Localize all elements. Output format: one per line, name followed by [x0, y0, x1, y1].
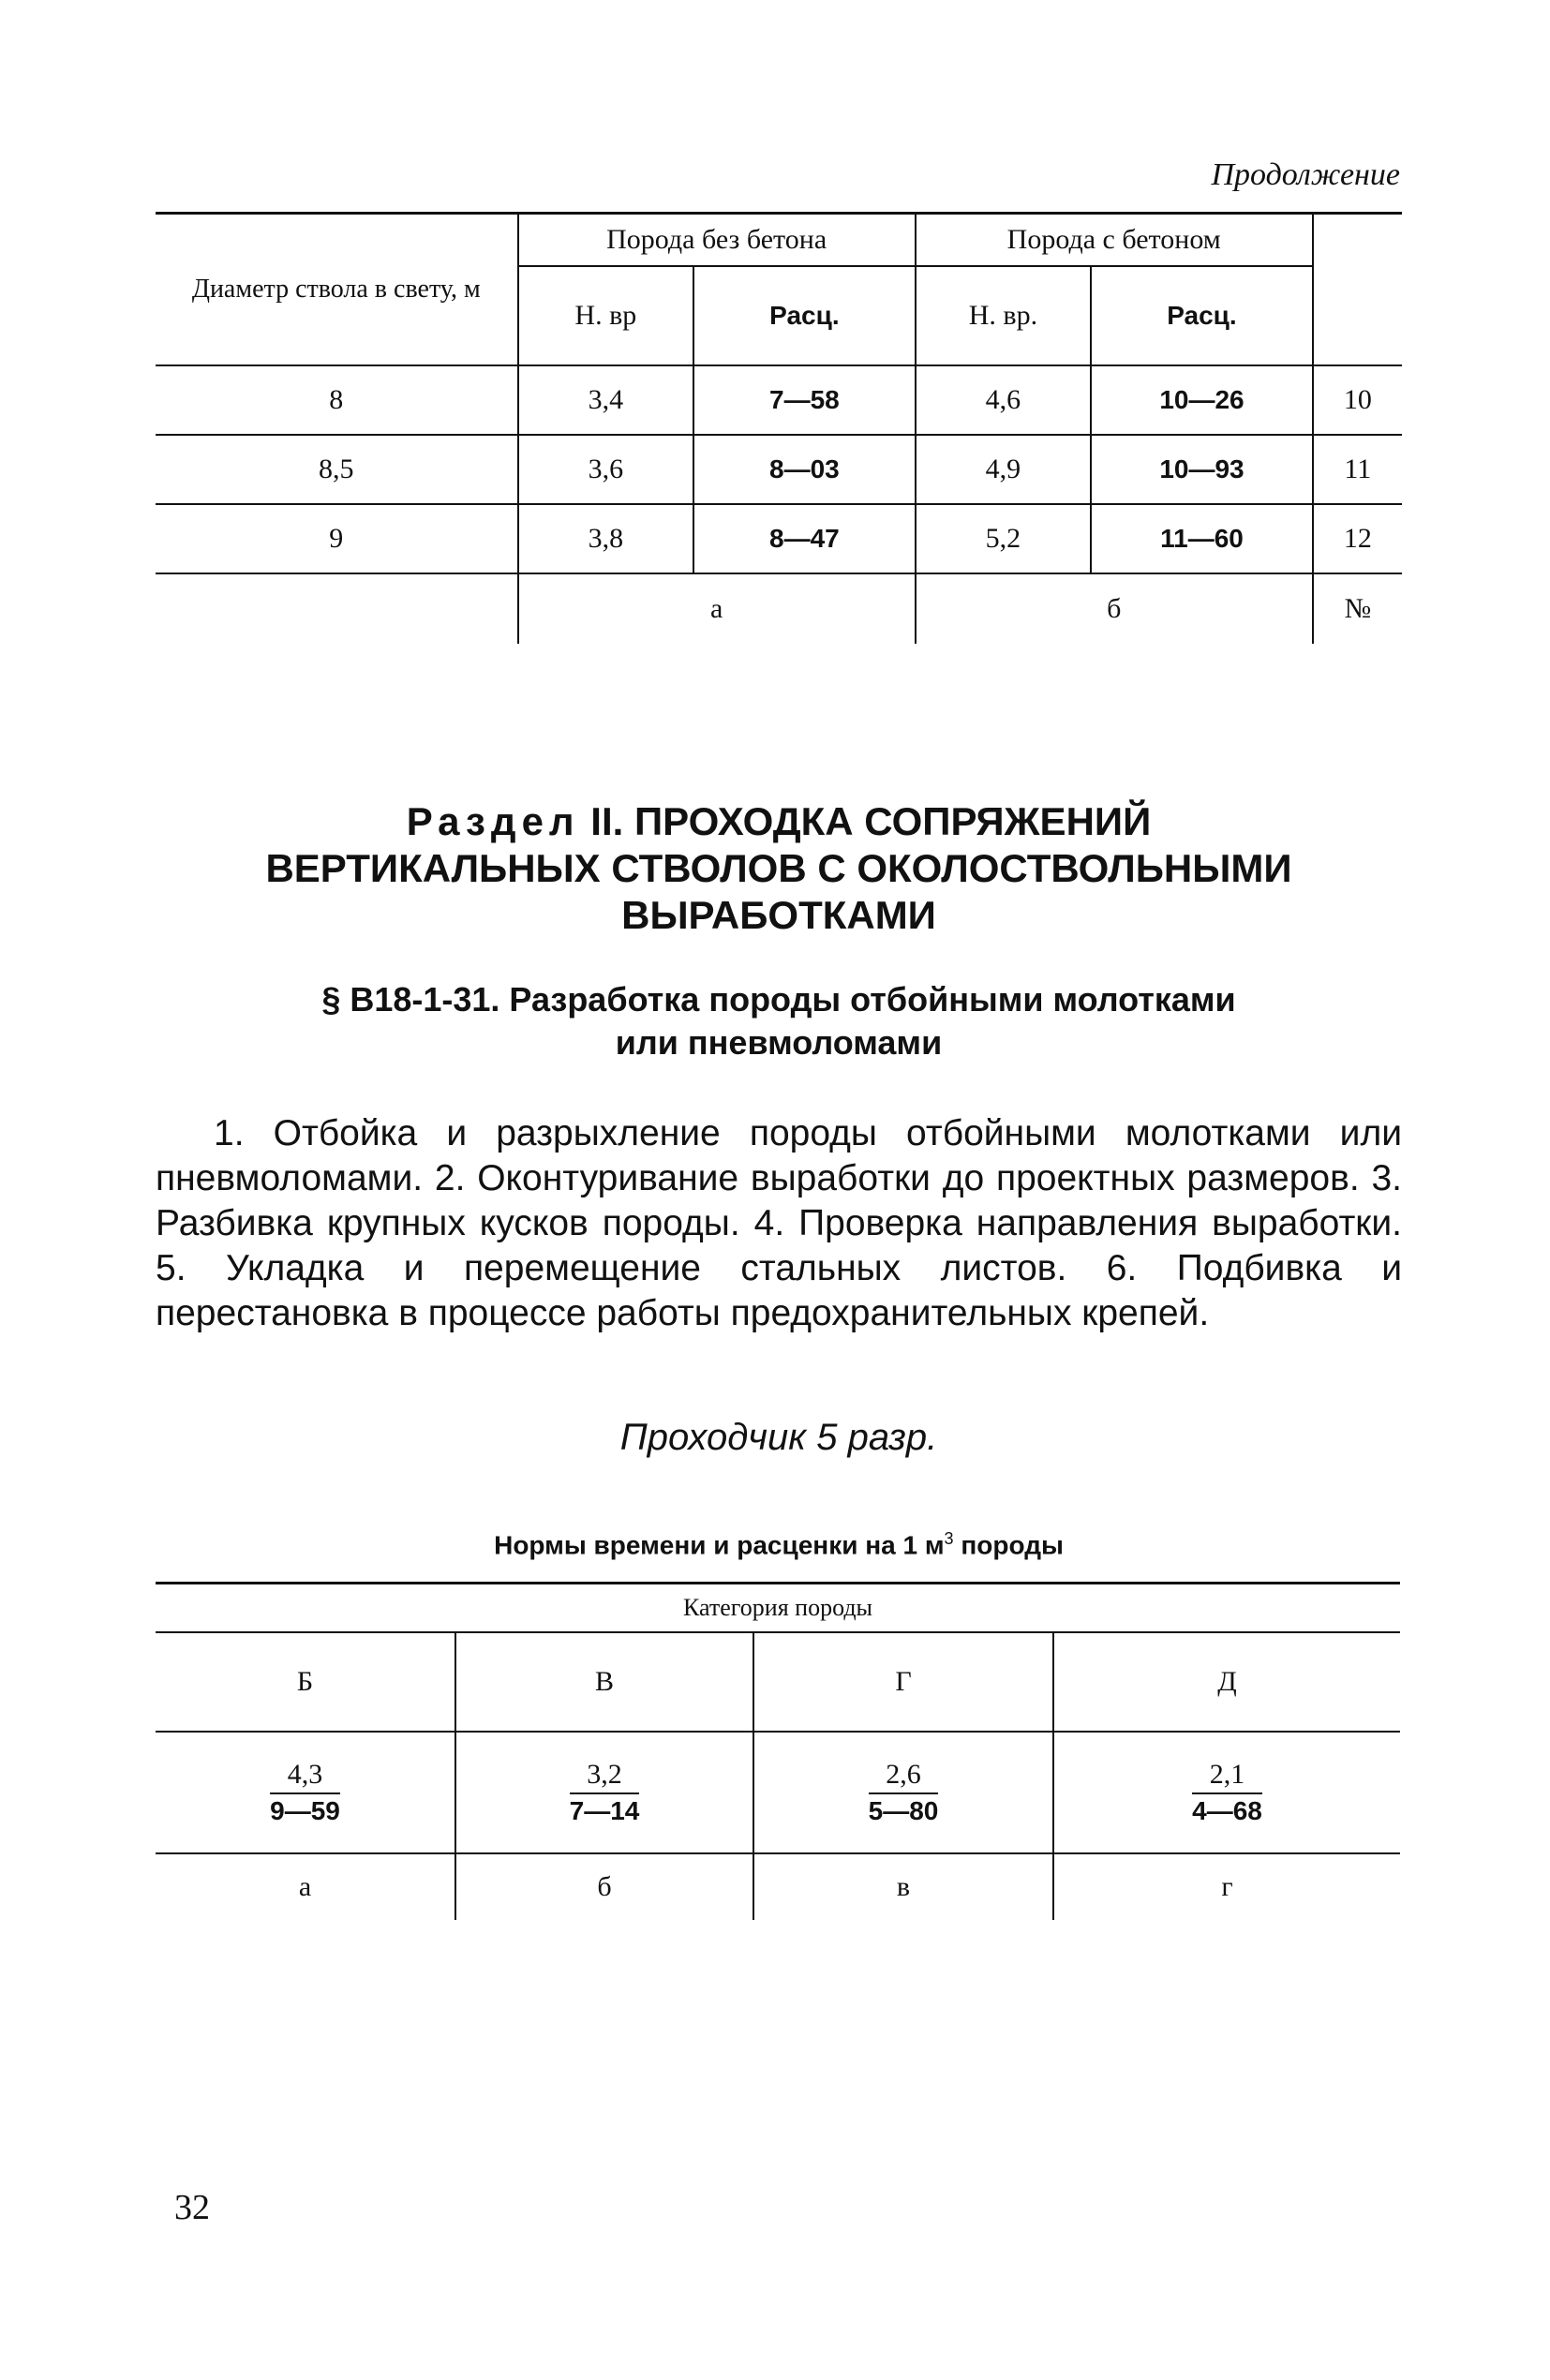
section-title-line1: ПРОХОДКА СОПРЯЖЕНИЙ [633, 799, 1152, 843]
diameter-cell: 8,5 [156, 435, 518, 504]
time-norm-cell: 3,8 [518, 504, 694, 573]
column-keys-row [156, 1853, 1400, 1920]
table2-caption [156, 1529, 1402, 1560]
rate-header: Расц. [693, 266, 916, 365]
norm-rate-cell [156, 1732, 455, 1853]
category-cell: Д [1217, 1666, 1237, 1697]
section-title-line3: ВЫРАБОТКАМИ [621, 893, 936, 937]
time-norm-cell: 4,6 [916, 365, 1092, 435]
table-row [156, 365, 1402, 435]
rate-cell: 7—58 [693, 365, 916, 435]
rate: 5—80 [868, 1795, 939, 1825]
section-roman: II. [590, 799, 624, 843]
table-row [156, 504, 1402, 573]
time-norm-cell: 5,2 [916, 504, 1092, 573]
time-norm: 3,2 [570, 1759, 640, 1794]
section-title [156, 798, 1402, 939]
time-norm: 2,1 [1192, 1759, 1262, 1794]
caption-tail: породы [953, 1530, 1064, 1560]
column-key-number: № [1344, 593, 1372, 624]
table-row [156, 435, 1402, 504]
norm-rate-cell [753, 1732, 1053, 1853]
section-title-line2: ВЕРТИКАЛЬНЫХ СТВОЛОВ С ОКОЛОСТВОЛЬНЫМИ [265, 846, 1292, 890]
paragraph-title-line2: или пневмоломами [615, 1023, 943, 1062]
category-cell: Г [753, 1632, 1053, 1732]
rate-cell: 11—60 [1091, 504, 1313, 573]
category-header: Категория породы [683, 1594, 873, 1621]
time-norm-cell: 3,6 [518, 435, 694, 504]
paragraph-title [156, 978, 1402, 1064]
diameter-column-header: Диаметр ствола в свету, м [156, 214, 518, 366]
work-description: 1. Отбойка и разрыхление породы отбойными молотками или пневмоломами. 2. Оконтуривание выработки до проектных размеров. 3. Разбивка крупных кусков породы. 4. Проверка направления выработки. 5. Укладка и перемещение стальных листов. 6. Подбивка и перестановка в процессе работы предохранительных крепей. [156, 1113, 1402, 1333]
time-norm-cell: 3,4 [518, 365, 694, 435]
time-norm-header: Н. вр [518, 266, 694, 365]
rate: 7—14 [569, 1795, 640, 1825]
column-key-a: а [518, 573, 916, 644]
caption-main: Нормы времени и расценки на 1 м [494, 1530, 945, 1560]
rate-cell: 10—93 [1091, 435, 1313, 504]
time-norm-cell: 4,9 [916, 435, 1092, 504]
worker-grade: Проходчик 5 разр. [619, 1417, 938, 1458]
empty-key-cell [156, 573, 518, 644]
caption-superscript: 3 [944, 1529, 954, 1548]
diameter-cell: 8 [156, 365, 518, 435]
row-number-cell: 12 [1343, 523, 1372, 554]
section-prefix: Раздел [406, 799, 580, 843]
column-key: а [156, 1853, 455, 1920]
rate: 4—68 [1192, 1795, 1262, 1825]
rate-cell: 8—47 [693, 504, 916, 573]
rate-cell: 8—03 [693, 435, 916, 504]
rock-category-table [156, 1582, 1400, 1920]
time-norm-header: Н. вр. [916, 266, 1092, 365]
rate: 9—59 [270, 1795, 340, 1825]
column-key: б [455, 1853, 753, 1920]
page-number: 32 [174, 2188, 210, 2227]
time-norm: 4,3 [270, 1759, 340, 1794]
table-row [156, 1732, 1400, 1853]
norm-rate-cell [1053, 1732, 1400, 1853]
paragraph-title-line1: § В18-1-31. Разработка породы отбойными молотками [321, 980, 1236, 1019]
time-norm: 2,6 [869, 1759, 939, 1794]
rate-cell: 10—26 [1091, 365, 1313, 435]
rate-header: Расц. [1091, 266, 1313, 365]
diameter-cell: 9 [156, 504, 518, 573]
category-cell: В [455, 1632, 753, 1732]
row-number-cell: 10 [1343, 384, 1372, 415]
continued-label: Продолжение [1211, 157, 1400, 192]
number-column-header [1313, 214, 1402, 366]
column-key: в [753, 1853, 1053, 1920]
with-concrete-group-header: Порода с бетоном [916, 214, 1313, 267]
category-cell: Б [156, 1632, 455, 1732]
column-key: г [1221, 1871, 1233, 1902]
column-key-b: б [916, 573, 1313, 644]
column-keys-row [156, 573, 1402, 644]
row-number-cell: 11 [1344, 454, 1372, 484]
norms-table-continued [156, 212, 1402, 644]
no-concrete-group-header: Порода без бетона [518, 214, 916, 267]
norm-rate-cell [455, 1732, 753, 1853]
